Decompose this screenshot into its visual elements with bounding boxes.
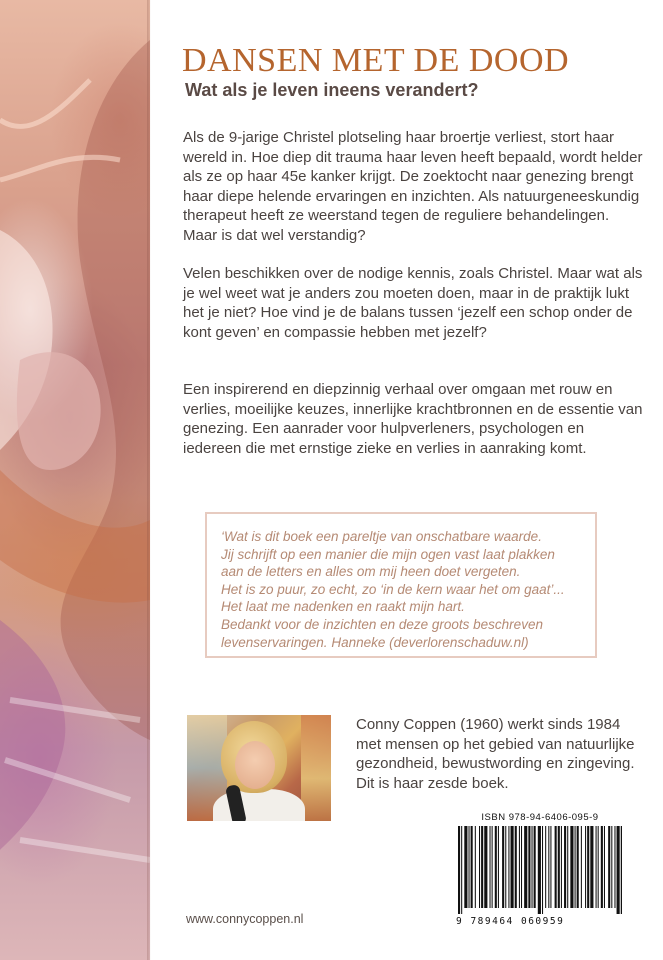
blurb-paragraph-1: Als de 9-jarige Christel plotseling haar broertje verliest, stort haar wereld in. Hoe diep dit trauma haar leven heeft bepaald, wordt helder als ze op haar 45e kanker krijgt. De zoektocht naar genezing brengt haar diepe helende ervaringen en inzichten. Als natuurgeneeskundig therapeut heeft ze weerstand tegen de reguliere behandelingen. Maar is dat wel verstandig? <box>183 129 643 244</box>
quote-line: ‘Wat is dit boek een pareltje van onschatbare waarde. <box>221 529 542 544</box>
blurb-paragraph-2: Velen beschikken over de nodige kennis, zoals Christel. Maar wat als je wel weet wat je anders zou moeten doen, maar in de praktijk lukt het je niet? Hoe vind je de balans tussen ‘jezelf een schop onder de kont geven’ en compassie hebben met jezelf? <box>183 265 643 341</box>
book-title: DANSEN MET DE DOOD <box>182 42 570 79</box>
quote-line: aan de letters en alles om mij heen doet vergeten. <box>221 564 521 580</box>
spine-shadow <box>147 0 151 960</box>
blurb-paragraph-3: Een inspirerend en diepzinnig verhaal over omgaan met rouw en verlies, moeilijke keuzes, innerlijke krachtbronnen en de essentie van genezing. Een aanrader voor hulpverleners, psychologen en iedereen die met ernstige zieke en verlies in aanraking komt. <box>183 381 643 457</box>
quote-line: levenservaringen. Hanneke (deverlorenschaduw.nl) <box>221 634 529 650</box>
isbn-label: ISBN 978-94-6406-095-9 <box>481 812 599 823</box>
author-photo <box>187 715 331 821</box>
barcode-bars <box>458 826 622 914</box>
quote-line: Jij schrijft op een manier die mijn ogen vast laat plakken <box>221 546 555 562</box>
author-website: www.connycoppen.nl <box>186 912 304 926</box>
cover-painting <box>0 0 150 960</box>
review-quote-box <box>205 512 597 658</box>
isbn-barcode <box>452 812 628 930</box>
quote-line: Het is zo puur, zo echt, zo ‘in de kern waar het om gaat’... <box>221 581 565 597</box>
quote-line: Bedankt voor de inzichten en deze groots beschreven <box>221 616 543 632</box>
quote-line: Het laat me nadenken en raakt mijn hart. <box>221 599 465 615</box>
author-bio: Conny Coppen (1960) werkt sinds 1984 met mensen op het gebied van natuurlijke gezondheid, bewustwording en zingeving. Dit is haar zesde boek. <box>356 716 635 792</box>
isbn-digits: 9 789464 060959 <box>456 916 565 927</box>
book-subtitle: Wat als je leven ineens verandert? <box>185 80 479 100</box>
